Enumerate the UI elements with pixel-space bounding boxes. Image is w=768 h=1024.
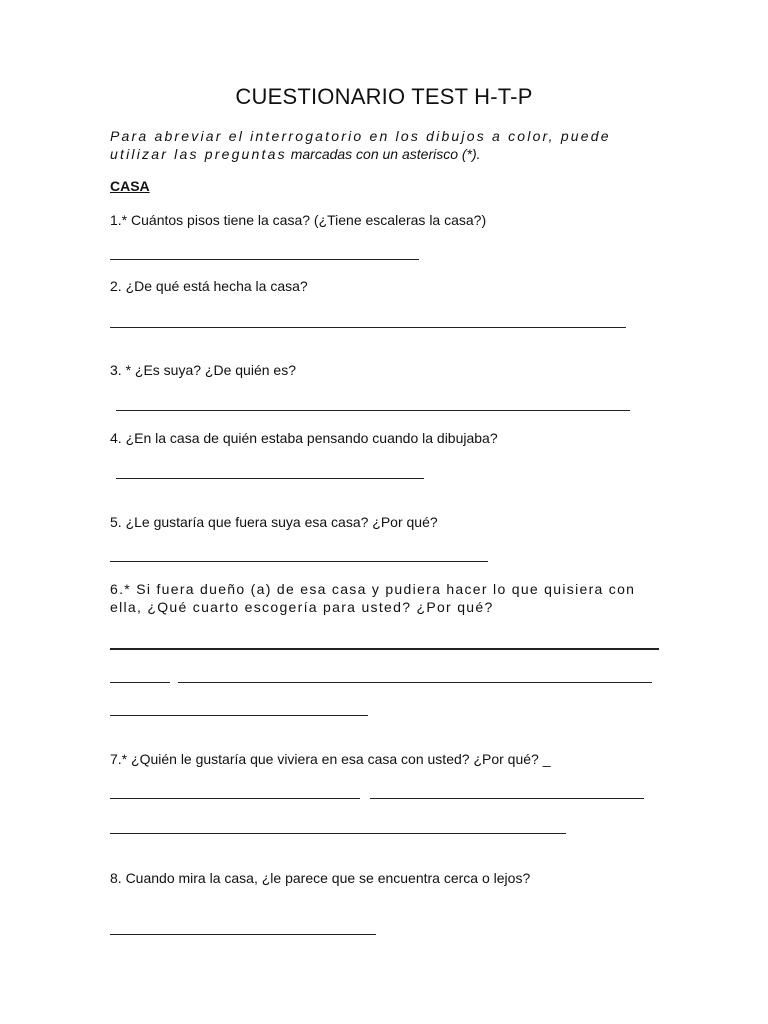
answer-line-6c[interactable] [178,682,652,683]
question-3: 3. * ¿Es suya? ¿De quién es? [110,362,296,378]
answer-line-7b[interactable] [370,798,644,799]
answer-line-2[interactable] [110,327,626,328]
answer-line-6b[interactable] [110,682,170,683]
answer-line-5[interactable] [110,561,488,562]
answer-line-3[interactable] [116,410,630,411]
answer-line-8[interactable] [110,934,376,935]
section-heading-casa: CASA [110,178,150,194]
question-1: 1.* Cuántos pisos tiene la casa? (¿Tiene escaleras la casa?) [110,212,487,228]
question-2: 2. ¿De qué está hecha la casa? [110,278,308,294]
question-7: 7.* ¿Quién le gustaría que viviera en esa casa con usted? ¿Por qué? _ [110,751,551,767]
answer-line-6a[interactable] [110,648,659,650]
answer-line-4[interactable] [116,478,424,479]
answer-line-6d[interactable] [110,715,368,716]
page-title: CUESTIONARIO TEST H-T-P [235,84,533,109]
question-6: 6.* Si fuera dueño (a) de esa casa y pudiera hacer lo que quisiera con ella, ¿Qué cuarto escogería para usted? ¿Por qué? [110,581,636,615]
intro-spaced-text: Para abreviar el interrogatorio en los dibujos a color, puede utilizar las preguntas [110,128,611,162]
question-8: 8. Cuando mira la casa, ¿le parece que se encuentra cerca o lejos? [110,870,531,886]
question-5: 5. ¿Le gustaría que fuera suya esa casa? ¿Por qué? [110,514,438,530]
intro-paragraph [110,127,650,163]
intro-normal-text: marcadas con un asterisco (*). [286,146,481,162]
answer-line-7c[interactable] [110,833,566,834]
answer-line-1[interactable] [110,259,419,260]
question-4: 4. ¿En la casa de quién estaba pensando cuando la dibujaba? [110,430,498,446]
answer-line-7a[interactable] [110,798,360,799]
